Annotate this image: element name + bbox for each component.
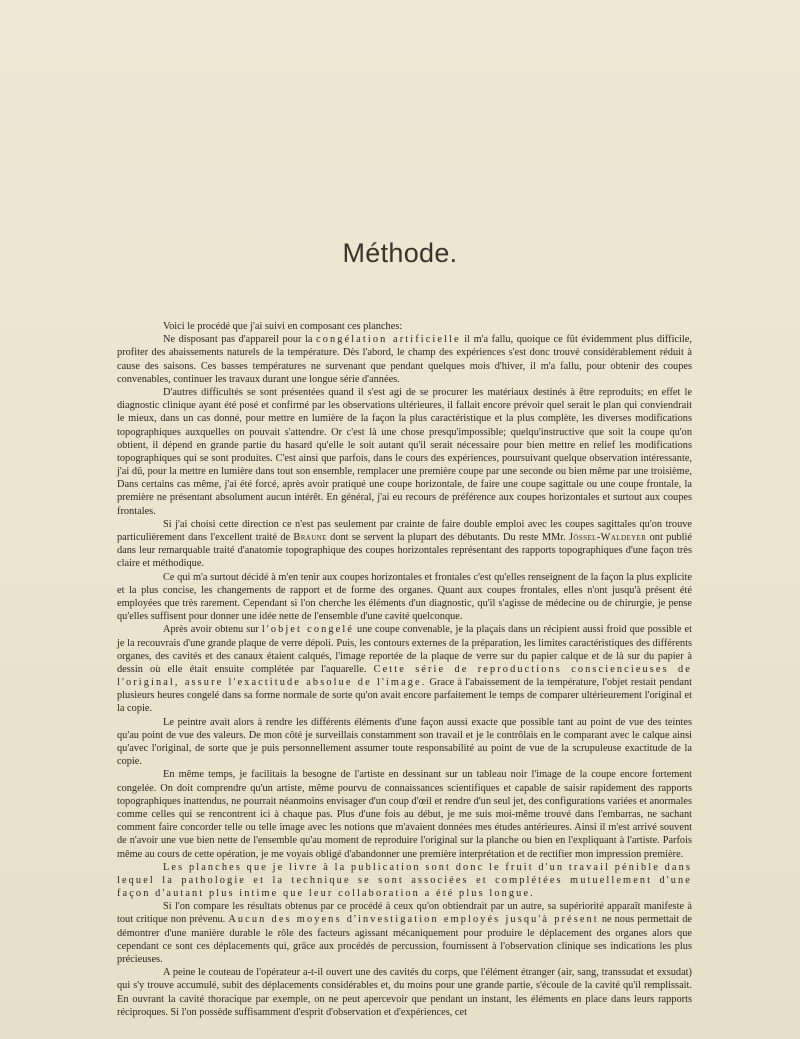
text-run: il m'a fallu, quoique ce fût évidemment plus difficile, profiter des abaissements naturels de la température. Dès l'abord, le champ des expériences s'est donc trouvé considérablement réduit à cause des saisons. Ces basses températures ne survenant que pendant quelques mois d'hiver, il m'a fallu, pour obtenir des coupes convenables, continuer les travaux durant une longue série d'années. [117,334,692,385]
author-name: Jössel-Waldeyer [569,532,647,543]
body-text [117,320,692,1019]
paragraph [117,320,692,333]
spaced-emphasis: congélation artificielle [316,334,461,346]
spaced-emphasis: Cette série de reproductions consciencieuses de l'original, assure l'exactitude absolue de l'image. [117,663,692,689]
text-run: Si l'on compare les résultats obtenus par ce procédé à ceux qu'on obtiendrait par un autre, sa supériorité apparaît manifeste à tout critique non prévenu. [117,901,692,926]
text-run: Si j'ai choisi cette direction ce n'est pas seulement par crainte de faire double emploi avec les coupes sagittales qu'on trouve particulièrement dans l'excellent traité de [117,518,692,543]
paragraph [117,900,692,966]
text-run: A peine le couteau de l'opérateur a-t-il ouvert une des cavités du corps, que l'élément étranger (air, sang, transsudat et exsudat) qui s'y trouve accumulé, subit des déplacements considérables et, du moins pour une grande partie, s'écoule de la cavité qu'il remplissait. En ouvrant la cavité thoracique par exemple, on ne peut apercevoir que pendant un instant, les éléments en place dans leurs rapports réciproques. Si l'on possède suffisamment d'esprit d'observation et d'expériences, cet [117,967,692,1018]
text-run: Ne disposant pas d'appareil pour la [163,334,317,346]
author-name: Braune [293,532,327,543]
spaced-emphasis: l'objet congelé [261,624,354,636]
text-run: Après avoir obtenu sur [163,624,262,636]
text-run: En même temps, je facilitais la besogne de l'artiste en dessinant sur un tableau noir l'image de la coupe encore fortement congelée. On doit comprendre qu'un artiste, même pourvu de connaissances scientifiques et capable de saisir rapidement des rapports topographiques inattendus, ne pourrait néanmoins envisager d'un coup d'œil et rendre d'un seul jet, des configurations variées et anormales comme celles qui se rencontrent ici à chaque pas. Plus d'une fois au début, je me suis moi-même trouvé dans l'embarras, ne sachant comment faire concorder telle ou telle image avec les notions que m'avaient données mes études antérieures. Ainsi il m'est arrivé souvent de n'avoir une vue bien nette de l'ensemble qu'au moment de reproduire l'original sur la planche ou bien en l'expliquant à l'artiste. Parfois même au cours de cette opération, je me voyais obligé d'abandonner une première interprétation et de rectifier mon impression première. [117,769,692,860]
paragraph [117,623,692,715]
spaced-emphasis: Les planches que je livre à la publication sont donc le fruit d'un travail pénible dans lequel la pathologie et la technique se sont associées et complétées mutuellement d'une façon d'autant plus intime que leur collaboration a été plus longue. [117,861,692,900]
paragraph [117,571,692,624]
text-run: ne nous permettait de démontrer d'une manière durable le rôle des facteurs agissant mécaniquement pour produire le déplacement des organes alors que cependant ce sont ces déplacements qui, grâce aux procédés de percussion, fournissent à l'observation clinique ses indications les plus précieuses. [117,914,692,965]
paragraph [117,333,692,386]
paragraph [117,768,692,860]
text-run: Le peintre avait alors à rendre les différents éléments d'une façon aussi exacte que possible tant au point de vue des teintes qu'au point de vue des valeurs. De mon côté je surveillais constamment son travail et je le contrôlais en le comparant avec le calque ainsi qu'avec l'original, de sorte que je puis personnellement assumer toute responsabilité au point de vue de la scrupuleuse exactitude de la copie. [117,716,692,768]
paragraph [117,518,692,571]
text-run: Voici le procédé que j'ai suivi en composant ces planches: [163,321,403,332]
text-run: une coupe convenable, je la plaçais dans un récipient aussi froid que possible et je la recouvrais d'une grande plaque de verre dépoli. Puis, les contours externes de la préparation, les limites caractéristiques des différents organes, des cavités et des canaux étaient calqués, l'image reportée de la plaque de verre sur du papier calque et de là sur du papier à dessin où elle était ensuite complétée par l'aquarelle. [117,624,692,675]
text-run: Ce qui m'a surtout décidé à m'en tenir aux coupes horizontales et frontales c'est qu'elles renseignent de la façon la plus explicite et la plus concise, les changements de rapport et de forme des organes. Quant aux coupes frontales, elles n'ont jusqu'à présent été employées que très rarement. Cependant si l'on cherche les éléments d'un diagnostic, qu'il s'agisse de médecine ou de chirurgie, je pense qu'elles suffisent pour donner une idée nette de l'ensemble d'une cavité quelconque. [117,571,692,623]
text-run: ont publié dans leur remarquable traité d'anatomie topographique des coupes horizontales représentant des rapports topographiques d'une façon très claire et méthodique. [117,532,693,570]
page-title: Méthode. [342,238,458,268]
text-run: dont se servent la plupart des débutants. Du reste MMr. [326,532,569,543]
paragraph [117,966,692,1019]
spaced-emphasis: Aucun des moyens d'investigation employés jusqu'à présent [228,914,599,926]
text-run: D'autres difficultés se sont présentées quand il s'est agi de se procurer les matériaux destinés à être reproduits; en effet le diagnostic clinique ayant été posé et confirmé par les observations ultérieures, il fallait encore prévoir quel serait le plan qui conviendrait le mieux, dans un cas donné, pour mettre en lumière de la façon la plus caractéristique et la plus complète, les diverses modifications topographiques auxquelles on pouvait s'attendre. Or c'est là une chose presqu'impossible; quelqu'instructive que soit la coupe qu'on obtient, il dépend en grande partie du hasard qu'elle le soit autant qu'il serait nécessaire pour bien mettre en relief les modifications topographiques qui se sont produites. C'est ainsi que parfois, dans le cours des expériences, poursuivant quelque observation intéressante, j'ai dû, pour la mettre en lumière dans tout son ensemble, remplacer une première coupe par une seconde ou bien même par une troisième, Dans certains cas même, j'ai été forcé, après avoir pratiqué une coupe horizontale, de faire une coupe sagittale ou une coupe frontale, la première ne présentant absolument aucun intérêt. En général, j'ai eu recours de préférence aux coupes horizontales et surtout aux coupes frontales. [117,386,692,517]
paragraph [117,716,692,769]
paragraph [117,386,692,518]
paragraph [117,861,692,901]
text-run: Grace à l'abaissement de la température, l'objet restait pendant plusieurs heures congelé dans sa forme normale de sorte qu'on avait encore parfaitement le temps de comparer ultérieurement l'original et la copie. [117,677,692,715]
